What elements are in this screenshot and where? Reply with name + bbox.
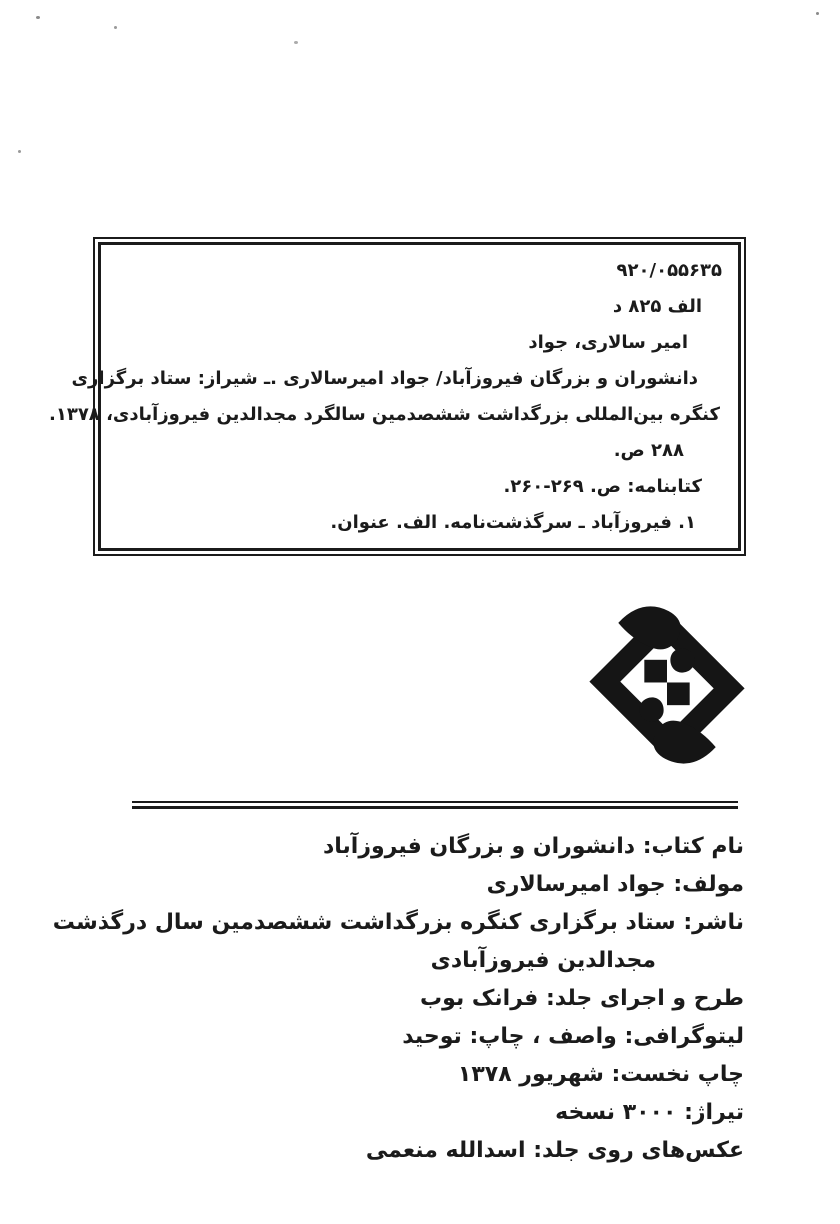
cip-bibliography-note: کتابنامه: ص. ۲۶۹-۲۶۰. [503,476,702,497]
book-title-line: نام کتاب: دانشوران و بزرگان فیروزآباد [322,834,744,859]
print-run-line: تیراژ: ۳۰۰۰ نسخه [555,1100,744,1125]
emblem-hook-bottom [653,721,715,764]
cip-pagination: ۲۸۸ ص. [613,440,684,461]
publisher-line-cont: مجدالدین فیروزآبادی [430,948,656,973]
scan-speck [36,16,40,19]
emblem-square-lower [667,682,690,705]
publisher-emblem-icon [583,591,751,779]
scan-speck [294,41,298,44]
cip-dewey-number: ۹۲۰/۰۵۵۶۳۵ [616,260,722,281]
author-line: مولف: جواد امیرسالاری [486,872,744,897]
lithography-line: لیتوگرافی: واصف ، چاپ: توحید [402,1024,744,1049]
emblem-square-upper [644,660,667,683]
first-printing-line: چاپ نخست: شهریور ۱۳۷۸ [457,1062,744,1087]
cip-publisher-line: کنگره بین‌المللی بزرگداشت ششصدمین سالگرد مجدالدین فیروزآبادی، ۱۳۷۸. [49,404,720,425]
cover-design-line: طرح و اجرای جلد: فرانک بوب [420,986,744,1011]
cip-call-number: الف ۸۲۵ د [612,296,702,317]
scan-speck [816,12,819,15]
cip-title-statement: دانشوران و بزرگان فیروزآباد/ جواد امیرسالاری .ـ شیراز: ستاد برگزاری [71,368,698,389]
double-rule-divider [132,801,738,809]
emblem-comma-lower [639,697,663,721]
publisher-line: ناشر: ستاد برگزاری کنگره بزرگداشت ششصدمین سال درگذشت [52,910,744,935]
colophon-block [52,828,744,1170]
cip-catalog-box-inner [49,242,741,551]
scan-speck [18,150,21,153]
scan-speck [114,26,117,29]
emblem-hook-top [618,606,680,649]
emblem-comma-upper [670,648,694,672]
cip-catalog-box [49,237,746,556]
cip-subject-tracing: ۱. فیروزآباد ـ سرگذشت‌نامه. الف. عنوان. [330,512,696,533]
cip-author-heading: امیر سالاری، جواد [528,332,688,353]
cover-photos-line: عکس‌های روی جلد: اسدالله منعمی [365,1138,744,1163]
